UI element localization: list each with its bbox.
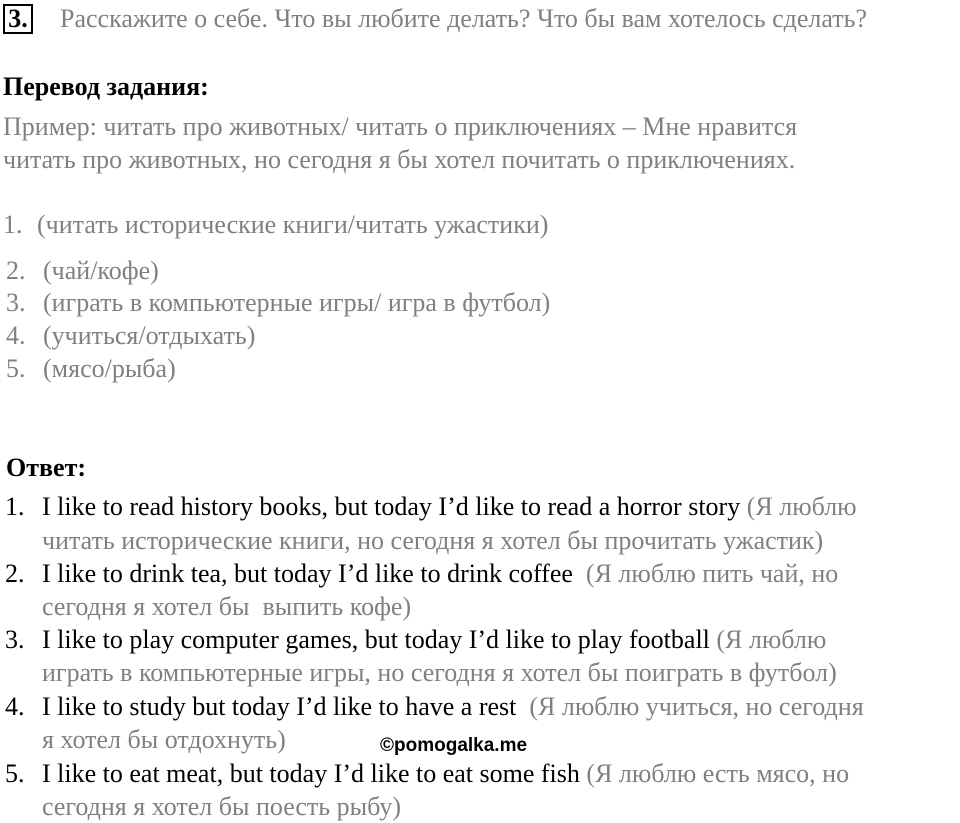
translation-item-number: 5. xyxy=(6,354,26,383)
translation-title: Перевод задания: xyxy=(3,72,209,101)
translation-item xyxy=(6,286,550,319)
answer-russian: (Я люблю xyxy=(740,492,857,521)
answer-russian: (Я люблю пить чай, но xyxy=(572,559,839,588)
answer-english: I like to eat meat, but today I’d like to eat some fish xyxy=(42,759,580,788)
answer-item-line-1 xyxy=(42,757,849,790)
translation-item xyxy=(3,208,548,241)
answer-russian: (Я люблю есть мясо, но xyxy=(579,759,850,788)
answer-english: I like to read history books, but today I’d like to read a horror story xyxy=(42,492,741,521)
answer-english: I like to play computer games, but today I’d like to play football xyxy=(42,625,710,654)
answer-item-line-1 xyxy=(42,623,826,656)
translation-item-number: 1. xyxy=(3,210,23,239)
translation-item-text: (читать исторические книги/читать ужастики) xyxy=(37,210,549,239)
translation-item xyxy=(6,319,255,352)
task-number: 3. xyxy=(8,4,28,33)
translation-item-number: 2. xyxy=(6,256,26,285)
translation-item xyxy=(6,254,159,287)
translation-example-line-2: читать про животных, но сегодня я бы хотел почитать о приключениях. xyxy=(3,145,796,174)
translation-item-text: (учиться/отдыхать) xyxy=(43,321,256,350)
answer-item-line-2: я хотел бы отдохнуть) xyxy=(42,725,286,754)
task-number-box xyxy=(3,4,33,34)
translation-item-text: (чай/кофе) xyxy=(43,256,159,285)
answer-item-line-2: играть в компьютерные игры, но сегодня я хотел бы поиграть в футбол) xyxy=(42,658,837,687)
answer-item-number: 1. xyxy=(5,492,25,521)
answer-english: I like to study but today I’d like to have a rest xyxy=(42,692,517,721)
translation-item-number: 4. xyxy=(6,321,26,350)
answer-item-line-2: читать исторические книги, но сегодня я хотел бы прочитать ужастик) xyxy=(42,526,824,555)
answer-item-line-2: сегодня я хотел бы поесть рыбу) xyxy=(42,792,402,821)
answer-english: I like to drink tea, but today I’d like to drink coffee xyxy=(42,559,573,588)
answer-item-number: 3. xyxy=(5,625,25,654)
answer-item-line-1 xyxy=(42,490,857,523)
answer-item-line-1 xyxy=(42,557,838,590)
task-text: Расскажите о себе. Что вы любите делать? Что бы вам хотелось сделать? xyxy=(60,4,867,33)
answer-russian: (Я люблю учиться, но сегодня xyxy=(516,692,864,721)
watermark: ©pomogalka.me xyxy=(380,735,528,756)
translation-item-text: (мясо/рыба) xyxy=(43,354,176,383)
translation-item xyxy=(6,352,176,385)
translation-example-line-1: Пример: читать про животных/ читать о приключениях – Мне нравится xyxy=(3,112,798,141)
translation-item-number: 3. xyxy=(6,288,26,317)
answer-item-number: 2. xyxy=(5,559,25,588)
answer-item-line-2: сегодня я хотел бы выпить кофе) xyxy=(42,592,412,621)
answer-russian: (Я люблю xyxy=(709,625,827,654)
translation-item-text: (играть в компьютерные игры/ игра в футбол) xyxy=(43,288,551,317)
answer-item-number: 4. xyxy=(5,692,25,721)
answer-item-number: 5. xyxy=(5,759,25,788)
answer-item-line-1 xyxy=(42,690,864,723)
answer-title: Ответ: xyxy=(6,453,87,482)
